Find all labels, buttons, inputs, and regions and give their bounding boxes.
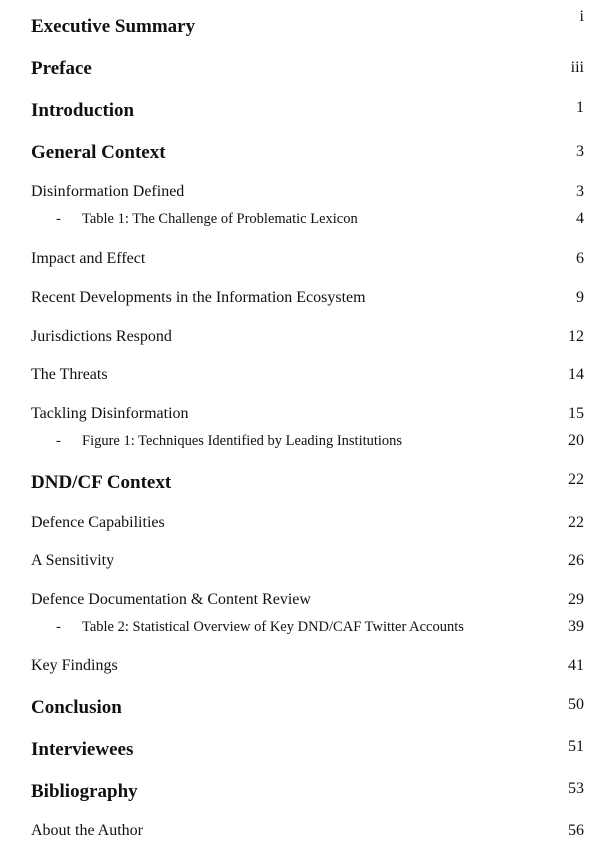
toc-entry-page: 39 bbox=[568, 618, 584, 635]
toc-entry-label: Defence Capabilities bbox=[31, 514, 165, 531]
toc-entry-page: 3 bbox=[576, 183, 584, 200]
toc-entry-conclusion[interactable] bbox=[0, 695, 609, 725]
toc-entry-label: Key Findings bbox=[31, 657, 118, 674]
toc-entry-label: Conclusion bbox=[31, 697, 122, 718]
toc-entry-recent-developments[interactable] bbox=[0, 289, 609, 319]
toc-entry-page: 14 bbox=[568, 366, 584, 383]
toc-entry-label: Tackling Disinformation bbox=[31, 405, 189, 422]
toc-entry-page: 4 bbox=[576, 210, 584, 227]
toc-entry-label-text: Table 2: Statistical Overview of Key DND/CAF Twitter Accounts bbox=[82, 619, 464, 635]
toc-entry-label-text: Table 1: The Challenge of Problematic Lexicon bbox=[82, 211, 358, 227]
toc-entry-table-1[interactable] bbox=[0, 210, 609, 240]
toc-entry-page: 26 bbox=[568, 552, 584, 569]
toc-entry-label-text: Figure 1: Techniques Identified by Leading Institutions bbox=[82, 433, 403, 449]
toc-entry-label: Disinformation Defined bbox=[31, 183, 185, 200]
toc-entry-general-context[interactable] bbox=[0, 140, 609, 170]
toc-entry-label: Recent Developments in the Information Ecosystem bbox=[31, 289, 366, 306]
toc-entry-label bbox=[56, 212, 358, 227]
toc-entry-label: About the Author bbox=[31, 822, 143, 839]
toc-entry-page: 53 bbox=[568, 780, 584, 797]
toc-entry-the-threats[interactable] bbox=[0, 366, 609, 396]
toc-entry-label: Introduction bbox=[31, 100, 135, 121]
toc-entry-page: 20 bbox=[568, 432, 584, 449]
toc-entry-page: 9 bbox=[576, 289, 584, 306]
toc-entry-label: Preface bbox=[31, 58, 92, 79]
toc-entry-introduction[interactable] bbox=[0, 98, 609, 128]
toc-entry-interviewees[interactable] bbox=[0, 737, 609, 767]
toc-entry-page: 15 bbox=[568, 405, 584, 422]
toc-entry-defence-documentation[interactable] bbox=[0, 591, 609, 621]
toc-entry-page: iii bbox=[570, 59, 584, 76]
toc-entry-page: 56 bbox=[568, 822, 584, 839]
toc-entry-label: Interviewees bbox=[31, 739, 134, 760]
toc-entry-page: 22 bbox=[568, 471, 584, 488]
toc-entry-a-sensitivity[interactable] bbox=[0, 552, 609, 582]
toc-entry-tackling-disinformation[interactable] bbox=[0, 405, 609, 435]
toc-entry-about-the-author[interactable] bbox=[0, 822, 609, 852]
toc-entry-label: DND/CF Context bbox=[31, 472, 172, 493]
toc-entry-key-findings[interactable] bbox=[0, 657, 609, 687]
toc-entry-jurisdictions-respond[interactable] bbox=[0, 328, 609, 358]
toc-entry-page: 3 bbox=[576, 143, 584, 160]
toc-entry-label bbox=[56, 620, 464, 635]
toc-entry-page: 1 bbox=[576, 99, 584, 116]
toc-entry-page: 41 bbox=[568, 657, 584, 674]
toc-entry-page: 51 bbox=[568, 738, 584, 755]
toc-entry-preface[interactable] bbox=[0, 56, 609, 86]
sub-entry-marker: - bbox=[56, 619, 61, 635]
toc-entry-page: 12 bbox=[568, 328, 584, 345]
toc-entry-page: 29 bbox=[568, 591, 584, 608]
toc-entry-figure-1[interactable] bbox=[0, 432, 609, 462]
toc-entry-label: Impact and Effect bbox=[31, 250, 146, 267]
toc-entry-impact-and-effect[interactable] bbox=[0, 250, 609, 280]
toc-entry-disinformation-defined[interactable] bbox=[0, 183, 609, 213]
sub-entry-marker: - bbox=[56, 433, 61, 449]
toc-entry-page: 50 bbox=[568, 696, 584, 713]
toc-entry-label: Bibliography bbox=[31, 781, 138, 802]
sub-entry-marker: - bbox=[56, 211, 61, 227]
toc-entry-defence-capabilities[interactable] bbox=[0, 514, 609, 544]
toc-entry-label: A Sensitivity bbox=[31, 552, 115, 569]
toc-entry-page: 22 bbox=[568, 514, 584, 531]
toc-entry-label: Defence Documentation & Content Review bbox=[31, 591, 311, 608]
toc-entry-label: Jurisdictions Respond bbox=[31, 328, 172, 345]
toc-entry-label: General Context bbox=[31, 142, 166, 163]
toc-entry-table-2[interactable] bbox=[0, 618, 609, 648]
toc-entry-dnd-cf-context[interactable] bbox=[0, 470, 609, 500]
toc-entry-bibliography[interactable] bbox=[0, 779, 609, 809]
toc-entry-label bbox=[56, 434, 402, 449]
toc-entry-label: Executive Summary bbox=[31, 16, 196, 37]
toc-entry-page: 6 bbox=[576, 250, 584, 267]
toc-entry-executive-summary[interactable] bbox=[0, 8, 609, 44]
toc-entry-label: The Threats bbox=[31, 366, 108, 383]
toc-entry-page: i bbox=[579, 8, 584, 25]
